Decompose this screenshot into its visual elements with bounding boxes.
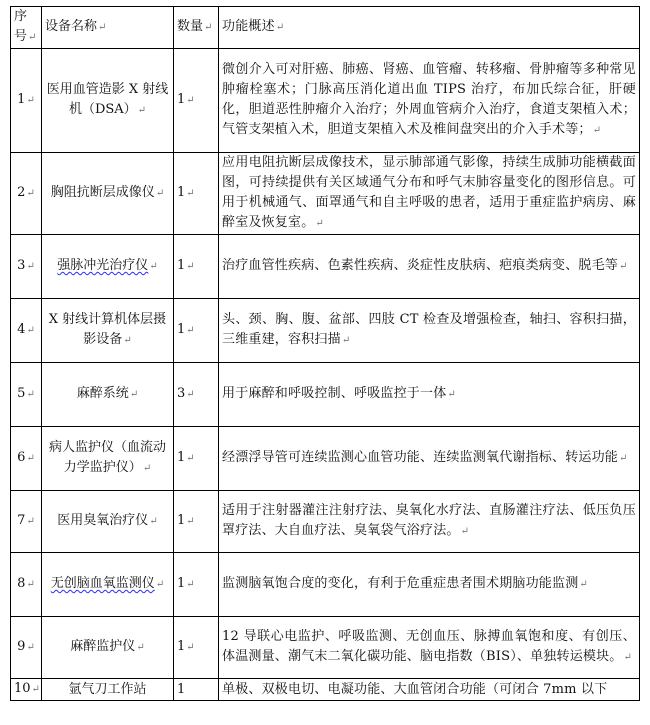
table-row <box>11 427 640 491</box>
header-index: 序号↵ <box>11 7 42 49</box>
row-desc: 头、颈、胸、腹、盆部、四肢 CT 检查及增强检查，轴扫、容积扫描，三维重建，容积扫描↵ <box>219 299 640 363</box>
row-qty: 3↵ <box>174 363 219 427</box>
table-row <box>11 235 640 299</box>
row-name: X 射线计算机体层摄影设备↵ <box>42 299 174 363</box>
row-desc: 监测脑氧饱合度的变化，有利于危重症患者围术期脑功能监测↵ <box>219 553 640 617</box>
row-index: 2↵ <box>11 153 42 235</box>
row-index: 6↵ <box>11 427 42 491</box>
row-name: 强脉冲光治疗仪↵ <box>42 235 174 299</box>
row-desc: 经漂浮导管可连续监测心血管功能、连续监测氧代谢指标、转运功能↵ <box>219 427 640 491</box>
row-index: 8↵ <box>11 553 42 617</box>
row-desc: 微创介入可对肝癌、肺癌、肾癌、血管瘤、转移瘤、骨肿瘤等多种常见肿瘤栓塞术；门脉高压消化道出血 TIPS 治疗，布加氏综合征，肝硬化，胆道恶性肿瘤介入治疗；外周血管病介入治疗，食道支架植入术；气管支架植入术，胆道支架植入术及椎间盘突出的介入手术等；↵ <box>219 49 640 153</box>
row-qty: 1 <box>174 679 219 701</box>
table-row <box>11 363 640 427</box>
row-index: 5↵ <box>11 363 42 427</box>
row-name: 无创脑血氧监测仪↵ <box>42 553 174 617</box>
row-index: 3↵ <box>11 235 42 299</box>
row-qty: 1↵ <box>174 491 219 553</box>
table-row <box>11 299 640 363</box>
header-qty: 数量↵ <box>174 7 219 49</box>
row-qty: 1↵ <box>174 235 219 299</box>
row-name: 氩气刀工作站 <box>42 679 174 701</box>
row-qty: 1↵ <box>174 553 219 617</box>
row-qty: 1↵ <box>174 617 219 679</box>
table-row <box>11 153 640 235</box>
table-row <box>11 553 640 617</box>
row-qty: 1↵ <box>174 299 219 363</box>
row-index: 7↵ <box>11 491 42 553</box>
row-name: 医用臭氧治疗仪↵ <box>42 491 174 553</box>
table-row <box>11 617 640 679</box>
header-row <box>11 7 640 49</box>
row-desc: 应用电阻抗断层成像技术，显示肺部通气影像，持续生成肺功能横截面图，可持续提供有关区域通气分布和呼气末肺容量变化的图形信息。可用于机械通气、面罩通气和自主呼吸的患者，适用于重症监护病房、麻醉室及恢复室。↵ <box>219 153 640 235</box>
row-index: 4↵ <box>11 299 42 363</box>
table-row <box>11 49 640 153</box>
header-desc: 功能概述↵ <box>219 7 640 49</box>
row-desc: 用于麻醉和呼吸控制、呼吸监控于一体↵ <box>219 363 640 427</box>
row-qty: 1↵ <box>174 153 219 235</box>
row-desc: 适用于注射器灌注注射疗法、臭氧化水疗法、直肠灌注疗法、低压负压罩疗法、大自血疗法、臭氧袋气浴疗法。↵ <box>219 491 640 553</box>
row-index: 9↵ <box>11 617 42 679</box>
row-desc: 单极、双极电切、电凝功能、大血管闭合功能（可闭合 7mm 以下 <box>219 679 640 701</box>
row-index: 10↵ <box>11 679 42 701</box>
row-name: 病人监护仪（血流动力学监护仪）↵ <box>42 427 174 491</box>
row-desc: 治疗血管性疾病、色素性疾病、炎症性皮肤病、疤痕类病变、脱毛等↵ <box>219 235 640 299</box>
row-name: 麻醉系统↵ <box>42 363 174 427</box>
row-desc: 12 导联心电监护、呼吸监测、无创血压、脉搏血氧饱和度、有创压、体温测量、潮气末二氧化碳功能、脑电指数（BIS）、单独转运模块。↵ <box>219 617 640 679</box>
equipment-table <box>10 6 640 701</box>
header-name: 设备名称↵ <box>42 7 174 49</box>
table-row <box>11 491 640 553</box>
row-qty: 1↵ <box>174 49 219 153</box>
row-qty: 1↵ <box>174 427 219 491</box>
row-name: 医用血管造影 X 射线机（DSA）↵ <box>42 49 174 153</box>
row-index: 1↵ <box>11 49 42 153</box>
table-row <box>11 679 640 701</box>
row-name: 麻醉监护仪↵ <box>42 617 174 679</box>
row-name: 胸阻抗断层成像仪↵ <box>42 153 174 235</box>
